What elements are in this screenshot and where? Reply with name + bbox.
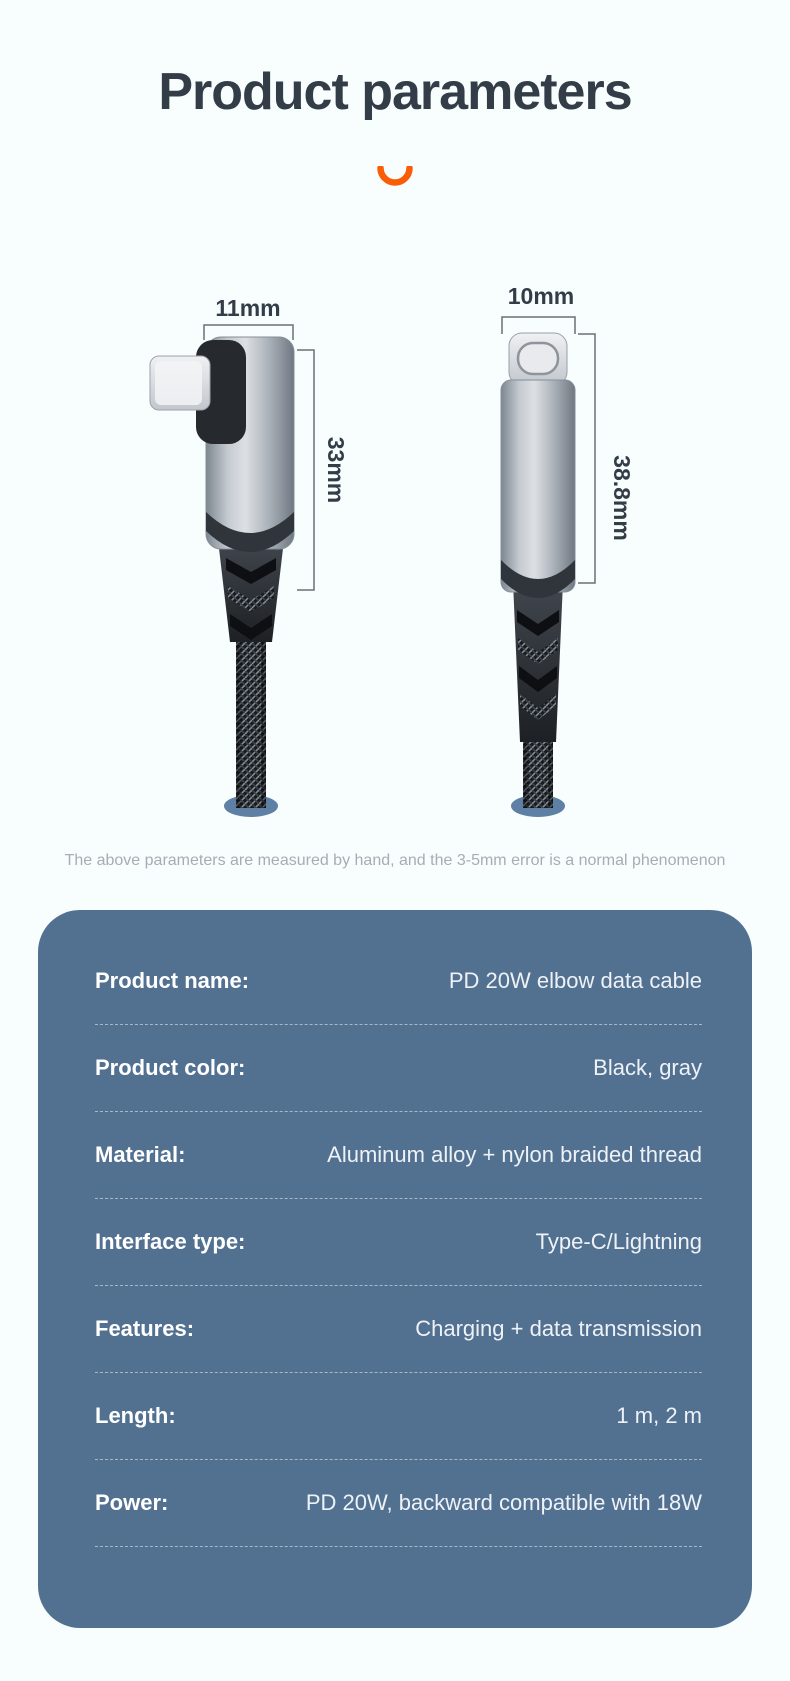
metal-body-right [501, 380, 575, 592]
spec-value: PD 20W elbow data cable [448, 968, 702, 993]
spec-label: Material: [95, 1142, 186, 1167]
spec-label: Power: [95, 1490, 169, 1515]
spec-label: Product name: [95, 968, 250, 993]
smile-arc-path [381, 168, 410, 183]
cable-shade [523, 735, 528, 808]
spec-label: Length: [95, 1403, 176, 1428]
spec-label: Product color: [95, 1055, 246, 1080]
smile-arc-icon [377, 166, 413, 188]
spec-row [95, 1199, 702, 1286]
spec-value: Charging + data transmission [415, 1316, 702, 1341]
spec-row [95, 938, 702, 1025]
spec-panel [38, 910, 752, 1628]
width-label-lightning: 11mm [215, 295, 281, 321]
cable-shade [236, 630, 241, 808]
spec-value: Aluminum alloy + nylon braided thread [327, 1142, 702, 1167]
spec-rows [95, 938, 702, 1547]
bracket-33mm [297, 350, 314, 590]
spec-row [95, 1025, 702, 1112]
height-label-typec: 38.8mm [609, 455, 635, 541]
bracket-38.8mm [578, 334, 595, 583]
spec-value: PD 20W, backward compatible with 18W [305, 1490, 702, 1515]
type-c-connector [501, 333, 575, 817]
bracket-10mm [502, 317, 575, 334]
height-label-lightning: 33mm [323, 436, 349, 504]
spec-value: 1 m, 2 m [616, 1403, 702, 1428]
spec-label: Interface type: [95, 1229, 246, 1254]
strain-relief-left [218, 540, 284, 642]
spec-value: Black, gray [593, 1055, 702, 1080]
spec-label: Features: [95, 1316, 195, 1341]
lightning-tip-face [155, 361, 202, 405]
spec-row [95, 1286, 702, 1373]
lightning-elbow-connector [150, 337, 294, 817]
spec-row [95, 1373, 702, 1460]
spec-value: Type-C/Lightning [535, 1229, 702, 1254]
width-label-typec: 10mm [507, 283, 575, 309]
type-c-opening [518, 343, 558, 374]
page-title: Product parameters [158, 63, 632, 121]
dimension-diagram [0, 230, 790, 830]
spec-row [95, 1112, 702, 1199]
measurement-note: The above parameters are measured by hand, and the 3-5mm error is a normal phenomenon [64, 852, 726, 869]
cable-shade [548, 735, 553, 808]
spec-row [95, 1460, 702, 1547]
cable-shade [261, 630, 266, 808]
